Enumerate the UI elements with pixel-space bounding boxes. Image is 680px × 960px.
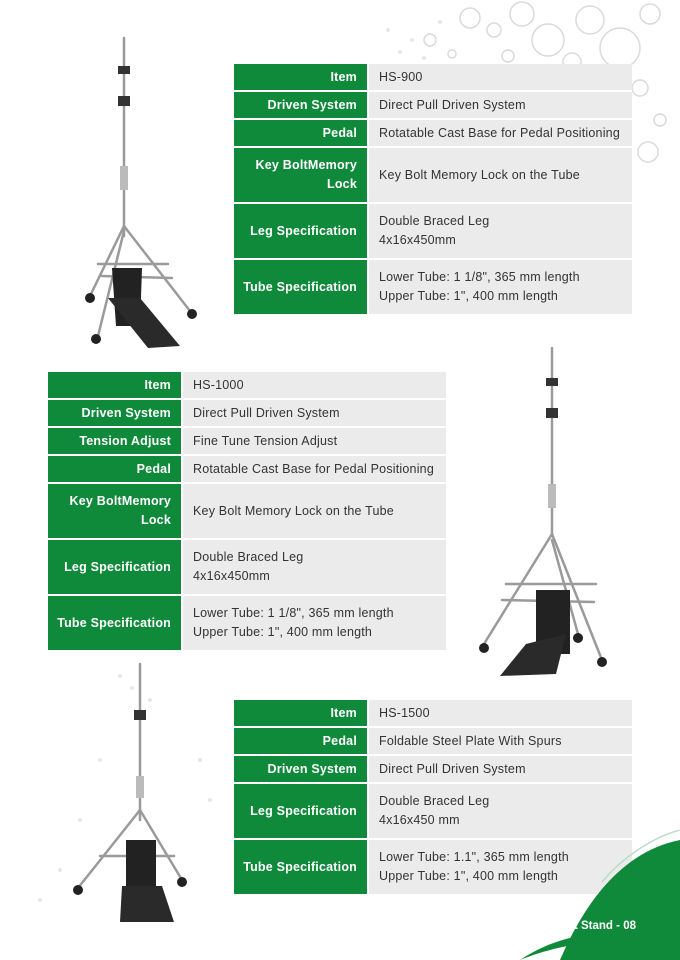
spec-row [234, 64, 632, 92]
spec-label-cell [234, 148, 369, 204]
spec-row [234, 92, 632, 120]
spec-value: 4x16x450mm [193, 569, 271, 583]
hs1500-stand-photo [70, 660, 190, 930]
spec-row [234, 260, 632, 316]
spec-label: Item [144, 377, 171, 392]
spec-value-cell [183, 372, 446, 400]
spec-value-cell [183, 484, 446, 540]
hs900-stand-photo [68, 36, 208, 356]
spec-value: Direct Pull Driven System [379, 761, 526, 776]
spec-row [234, 700, 632, 728]
spec-label: Tube Specification [243, 279, 357, 294]
footer-swoosh [520, 830, 680, 960]
spec-value-cell [369, 756, 632, 784]
spec-label-cell [234, 840, 369, 896]
spec-row [234, 728, 632, 756]
spec-label: Key Bolt [69, 494, 122, 508]
spec-value: Double Braced Leg [379, 214, 490, 228]
spec-value: Rotatable Cast Base for Pedal Positioning [193, 461, 434, 476]
spec-value-cell [183, 400, 446, 428]
spec-value: Upper Tube: 1", 400 mm length [379, 869, 559, 883]
spec-row [48, 428, 446, 456]
spec-row [48, 400, 446, 428]
spec-value-cell [369, 64, 632, 92]
hs1000-stand-photo [466, 344, 616, 684]
spec-row [48, 456, 446, 484]
spec-value-cell [183, 540, 446, 596]
spec-value-cell [183, 456, 446, 484]
spec-value: Key Bolt Memory Lock on the Tube [193, 503, 394, 518]
spec-label-cell [234, 700, 369, 728]
spec-label: Item [330, 69, 357, 84]
spec-label: Driven System [81, 405, 171, 420]
spec-row [234, 148, 632, 204]
spec-label-cell [234, 64, 369, 92]
spec-value: Upper Tube: 1", 400 mm length [379, 289, 559, 303]
spec-label: Tube Specification [57, 615, 171, 630]
spec-label: Item [330, 705, 357, 720]
spec-value: Key Bolt Memory Lock on the Tube [379, 167, 580, 182]
hs900-spec-table [234, 64, 632, 316]
spec-value: Direct Pull Driven System [379, 97, 526, 112]
spec-label-cell [48, 484, 183, 540]
spec-label: Pedal [322, 733, 357, 748]
spec-label-cell [234, 784, 369, 840]
spec-label: Memory Lock [307, 158, 357, 191]
spec-label: Pedal [322, 125, 357, 140]
spec-value: 4x16x450 mm [379, 813, 460, 827]
spec-row [48, 540, 446, 596]
spec-value: Fine Tune Tension Adjust [193, 433, 338, 448]
spec-label: Memory Lock [121, 494, 171, 527]
spec-label-cell [48, 540, 183, 596]
spec-label: Key Bolt [255, 158, 308, 172]
spec-value: Lower Tube: 1.1", 365 mm length [379, 850, 569, 864]
footer-section-title: - Hihat Stand - [542, 920, 620, 932]
spec-label-cell [48, 428, 183, 456]
spec-value-cell [369, 92, 632, 120]
spec-label-cell [234, 204, 369, 260]
hs1000-spec-table [48, 372, 446, 652]
spec-row [234, 204, 632, 260]
spec-value: Upper Tube: 1", 400 mm length [193, 625, 373, 639]
spec-row [48, 484, 446, 540]
footer-page-label [542, 920, 636, 932]
spec-label: Tension Adjust [79, 433, 171, 448]
spec-label-cell [48, 372, 183, 400]
spec-label-cell [48, 456, 183, 484]
spec-value: Double Braced Leg [379, 794, 490, 808]
spec-label: Leg Specification [250, 223, 357, 238]
spec-label: Leg Specification [250, 803, 357, 818]
spec-value: Direct Pull Driven System [193, 405, 340, 420]
spec-row [234, 756, 632, 784]
spec-label: Driven System [267, 761, 357, 776]
spec-row [48, 596, 446, 652]
spec-label: Tube Specification [243, 859, 357, 874]
spec-label: Leg Specification [64, 559, 171, 574]
spec-label-cell [234, 92, 369, 120]
spec-label-cell [234, 120, 369, 148]
spec-value: HS-1000 [193, 377, 244, 392]
spec-value: 4x16x450mm [379, 233, 457, 247]
spec-value: Rotatable Cast Base for Pedal Positioning [379, 125, 620, 140]
spec-label: Pedal [136, 461, 171, 476]
spec-label-cell [48, 596, 183, 652]
spec-label-cell [234, 260, 369, 316]
spec-label-cell [234, 756, 369, 784]
spec-value: Double Braced Leg [193, 550, 304, 564]
spec-value: HS-900 [379, 69, 423, 84]
spec-value-cell [183, 428, 446, 456]
spec-label: Driven System [267, 97, 357, 112]
spec-label-cell [48, 400, 183, 428]
spec-value: Lower Tube: 1 1/8", 365 mm length [379, 270, 580, 284]
spec-value-cell [369, 204, 632, 260]
spec-row [234, 120, 632, 148]
spec-value-cell [369, 148, 632, 204]
spec-value: HS-1500 [379, 705, 430, 720]
spec-value: Lower Tube: 1 1/8", 365 mm length [193, 606, 394, 620]
spec-value: Foldable Steel Plate With Spurs [379, 733, 562, 748]
spec-value-cell [369, 260, 632, 316]
spec-value-cell [369, 700, 632, 728]
footer-page-number: 08 [623, 920, 636, 932]
spec-value-cell [369, 120, 632, 148]
spec-value-cell [369, 728, 632, 756]
spec-label-cell [234, 728, 369, 756]
spec-row [48, 372, 446, 400]
spec-value-cell [183, 596, 446, 652]
